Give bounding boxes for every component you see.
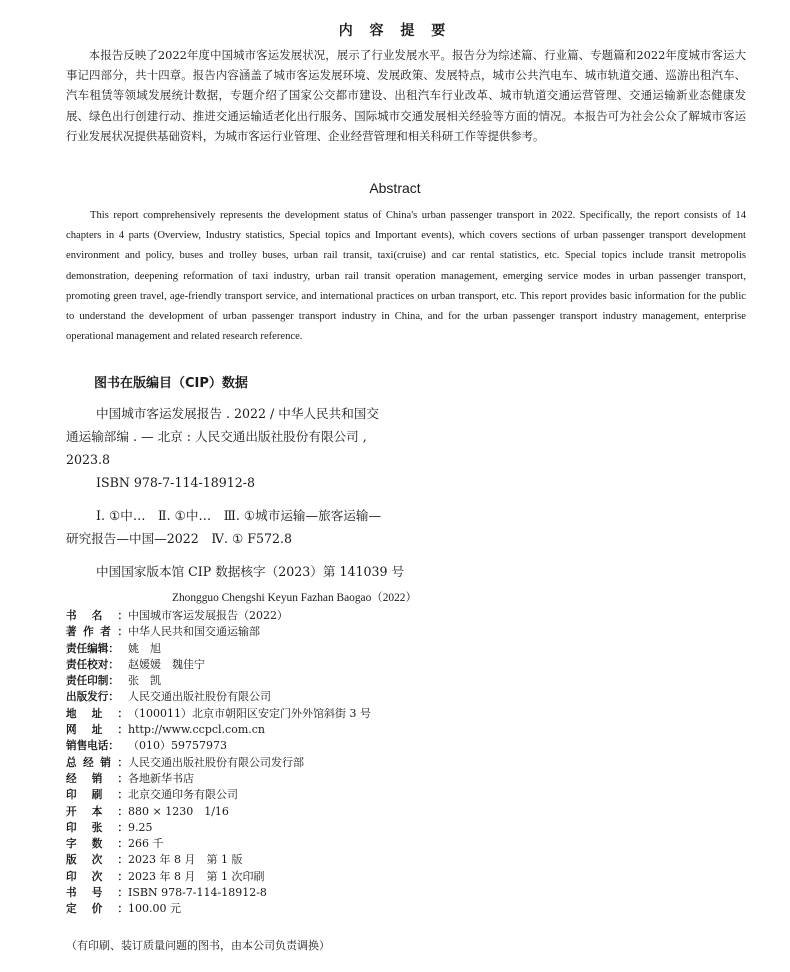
publication-metadata [66,608,566,918]
metadata-label: 网 址 ： [66,724,128,737]
cip-title-line: 中国城市客运发展报告 . 2022 / 中华人民共和国交 [96,406,379,421]
metadata-label: 字 数 ： [66,838,128,851]
cip-date-line: 2023.8 [66,452,111,467]
metadata-row [66,641,566,657]
pinyin-title: Zhongguo Chengshi Keyun Fazhan Baogao（2022） [172,592,417,604]
chinese-summary-text: 本报告反映了2022年度中国城市客运发展状况，展示了行业发展水平。报告分为综述篇、行业篇、专题篇和2022年度城市客运大事记四部分，共十四章。报告内容涵盖了城市客运发展环境、发展政策、发展特点，城市公共汽电车、城市轨道交通、巡游出租汽车、汽车租赁等领域发展统计数据，专题介绍了国家公交都市建设、出租汽车行业改革、城市轨道交通运营管理、交通运输新业态健康发展、绿色出行创建行动、推进交通运输适老化出行服务、国际城市交通发展相关经验等方面的情况。本报告可为社会公众了解城市客运行业发展状况提供基础资料，为城市客运行业管理、企业经营管理和相关科研工作等提供参考。 [66,48,746,143]
metadata-row [66,820,566,836]
metadata-value: 中国城市客运发展报告（2022） [128,609,288,622]
abstract-title: Abstract [369,180,421,196]
metadata-label: 责任校对： [66,658,119,671]
cip-classification-line: Ⅰ. ①中… Ⅱ. ①中… Ⅲ. ①城市运输—旅客运输— [96,508,382,523]
metadata-value: 中华人民共和国交通运输部 [128,625,260,639]
metadata-row [66,804,566,820]
metadata-label: 开 本 ： [66,805,128,818]
metadata-row [66,722,566,738]
cip-record-number: 中国国家版本馆 CIP 数据核字（2023）第 141039 号 [96,564,405,579]
metadata-value: http://www.ccpcl.com.cn [128,723,266,737]
metadata-value: 人民交通出版社股份有限公司 [128,690,271,704]
metadata-value: 姚 旭 [128,641,161,655]
english-abstract-text: This report comprehensively represents the development status of China's urban passenger transport in 2022. Specifically, the report consists of 14 chapters in 4 parts (Overview, Industry statistics, Special topics and Important events), which covers sections of urban passenger transport development environment and policy, buses and trolley buses, urban rail transit, taxi(cruise) and car rental statistics, etc. Special topics include transit metropolis demonstration, deepening reformation of taxi industry, urban rail transit operation management, emerging service modes in urban passenger transport, promoting green travel, age-friendly transport service, and international practices on urban transport, etc. This report provides basic information for the public to understand the development of urban passenger transport industry in China, and for the urban passenger transport industry management, enterprise operational management and related research reference. [66,210,746,343]
cip-classification-line-2: 研究报告—中国—2022 Ⅳ. ① F572.8 [66,531,293,546]
metadata-value: （010）59757973 [128,739,227,753]
metadata-label: 印 刷 ： [66,789,128,802]
metadata-label: 书 名 ： [66,610,128,622]
metadata-label: 著 作 者 ： [66,626,128,639]
summary-title: 内 容 提 要 [338,23,452,39]
metadata-row [66,869,566,885]
metadata-row [66,755,566,771]
metadata-value: 266 千 [128,837,164,851]
metadata-value: 人民交通出版社股份有限公司发行部 [128,755,304,769]
cip-isbn-line: ISBN 978-7-114-18912-8 [96,475,256,490]
metadata-row [66,836,566,852]
metadata-row [66,673,566,689]
metadata-value: 北京交通印务有限公司 [128,788,238,802]
metadata-row [66,689,566,705]
metadata-label: 总 经 销 ： [66,756,128,769]
cip-heading: 图书在版编目（CIP）数据 [94,376,248,391]
metadata-label: 印 次 ： [66,870,128,883]
metadata-label: 责任编辑： [66,642,119,655]
metadata-value: ISBN 978-7-114-18912-8 [128,886,267,900]
metadata-row [66,885,566,901]
metadata-label: 销售电话： [66,740,119,753]
metadata-label: 责任印制： [66,675,119,688]
metadata-row [66,787,566,803]
metadata-value: 2023 年 8 月 第 1 次印刷 [128,869,265,883]
metadata-row [66,706,566,722]
metadata-label: 版 次 ： [66,854,128,867]
metadata-row [66,771,566,787]
metadata-label: 出版发行： [66,691,119,704]
metadata-row [66,738,566,754]
metadata-row [66,901,566,917]
metadata-value: 2023 年 8 月 第 1 版 [128,853,243,867]
metadata-row [66,657,566,673]
cip-record [66,402,466,583]
cip-publisher-line: 通运输部编 . — 北京 : 人民交通出版社股份有限公司 , [66,429,367,444]
metadata-value: （100011）北京市朝阳区安定门外外馆斜街 3 号 [128,706,371,720]
metadata-label: 印 张 ： [66,821,128,834]
metadata-value: 赵媛媛 魏佳宁 [128,657,205,671]
metadata-row [66,608,566,624]
metadata-value: 各地新华书店 [128,771,194,785]
metadata-value: 880 × 1230 1/16 [128,804,229,818]
metadata-value: 9.25 [128,820,153,834]
metadata-label: 经 销 ： [66,772,128,785]
metadata-value: 张 凯 [128,674,161,688]
metadata-value: 100.00 元 [128,902,181,916]
metadata-label: 书 号 ： [66,887,128,900]
metadata-label: 定 价 ： [66,903,128,916]
quality-note: （有印刷、装订质量问题的图书，由本公司负责调换） [66,939,330,952]
metadata-row [66,624,566,640]
metadata-label: 地 址 ： [66,707,128,720]
metadata-row [66,852,566,868]
